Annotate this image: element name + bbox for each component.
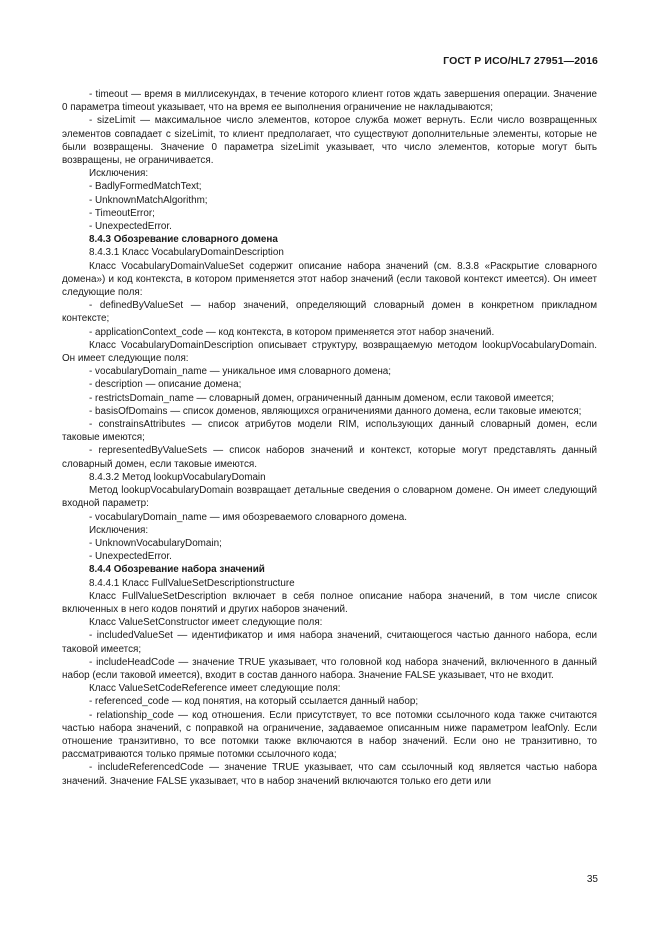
- paragraph: - BadlyFormedMatchText;: [89, 181, 202, 193]
- paragraph: - definedByValueSet — набор значений, определяющий словарный домен в конкретном прикладном контексте;: [62, 300, 597, 325]
- paragraph: 8.4.3.2 Метод lookupVocabularyDomain: [89, 471, 266, 483]
- paragraph: - UnexpectedError.: [89, 221, 172, 233]
- paragraph: Класс FullValueSetDescription включает в себя полное описание набора значений, в том числе список включенных в него кодов понятий и других наборов значений.: [62, 590, 597, 615]
- paragraph: Исключения:: [89, 168, 149, 180]
- paragraph: - TimeoutError;: [89, 207, 155, 219]
- paragraph: - includeHeadCode — значение TRUE указывает, что головной код набора значений, включенного в данный набор (если таковой имеется), входит в состав данного набора. Значение FALSE указывает, что не входит.: [62, 656, 597, 681]
- paragraph: - UnknownMatchAlgorithm;: [89, 194, 208, 206]
- paragraph: - vocabularyDomain_name — имя обозреваемого словарного домена.: [89, 511, 408, 523]
- paragraph: 8.4.4.1 Класс FullValueSetDescriptionstructure: [89, 577, 295, 589]
- paragraph: - description — описание домена;: [89, 379, 242, 391]
- paragraph: - applicationContext_code — код контекста, в котором применяется этот набор значений.: [89, 326, 495, 338]
- section-heading: 8.4.4 Обозревание набора значений: [89, 564, 265, 576]
- paragraph: Класс ValueSetCodeReference имеет следующие поля:: [89, 683, 341, 695]
- paragraph: Класс VocabularyDomainValueSet содержит описание набора значений (см. 8.3.8 «Раскрытие словарного домена») и код контекста, в котором применяется этот набор значений (если таковой контекст имеется). Он имеет следующие поля:: [62, 260, 597, 299]
- paragraph: - restrictsDomain_name — словарный домен, ограниченный данным доменом, если таковой имеется;: [89, 392, 554, 404]
- paragraph: - constrainsAttributes — список атрибутов модели RIM, использующих данный словарный домен, если таковые имеются;: [62, 419, 597, 444]
- paragraph: Класс VocabularyDomainDescription описывает структуру, возвращаемую методом lookupVocabularyDomain. Он имеет следующие поля:: [62, 339, 597, 365]
- section-heading: 8.4.3 Обозревание словарного домена: [89, 234, 278, 246]
- paragraph: Класс ValueSetConstructor имеет следующие поля:: [89, 617, 323, 629]
- page-number: 35: [586, 874, 598, 885]
- standard-header: ГОСТ Р ИСО/HL7 27951—2016: [443, 55, 598, 67]
- paragraph: 8.4.3.1 Класс VocabularyDomainDescription: [89, 247, 284, 259]
- paragraph: - referenced_code — код понятия, на который ссылается данный набор;: [89, 696, 419, 708]
- paragraph: - relationship_code — код отношения. Если присутствует, то все потомки ссылочного кода также считаются частью набора значений, с поправкой на ограничение, задаваемое описанным ниже параметром leafOnly. Если отношение транзитивно, то все потомки также включаются в набор значений. Если оно не транзитивно, то рассматриваются только прямые потомки ссылочного кода;: [62, 709, 597, 761]
- paragraph: - UnknownVocabularyDomain;: [89, 537, 222, 549]
- paragraph: - includeReferencedCode — значение TRUE указывает, что сам ссылочный код является частью набора значений. Значение FALSE указывает, что в набор значений включаются только его дети или: [62, 762, 597, 787]
- paragraph: - timeout — время в миллисекундах, в течение которого клиент готов ждать завершения операции. Значение 0 параметра timeout указывает, что на время ее выполнения ограничение не накладываются;: [62, 89, 597, 114]
- paragraph: - vocabularyDomain_name — уникальное имя словарного домена;: [89, 366, 392, 378]
- paragraph: Метод lookupVocabularyDomain возвращает детальные сведения о словарном домене. Он имеет следующий входной параметр:: [62, 485, 597, 510]
- paragraph: Исключения:: [89, 524, 149, 536]
- paragraph: - includedValueSet — идентификатор и имя набора значений, считающегося частью данного набора, если таковой имеется;: [62, 630, 597, 655]
- paragraph: - UnexpectedError.: [89, 551, 172, 563]
- paragraph: - representedByValueSets — список наборов значений и контекст, которые могут представлять данный словарный домен, если таковые имеются.: [62, 445, 597, 470]
- paragraph: - sizeLimit — максимальное число элементов, которое служба может вернуть. Если число возвращенных элементов совпадает с sizeLimit, то клиент предполагает, что существуют дополнительные элементы, которые не были возвращены. Значение 0 параметра sizeLimit указывает, что число элементов, которые могут быть возвращены, не ограничивается.: [62, 115, 597, 167]
- paragraph: - basisOfDomains — список доменов, являющихся ограничениями данного домена, если таковые имеются;: [89, 405, 582, 417]
- body-text: [62, 88, 597, 788]
